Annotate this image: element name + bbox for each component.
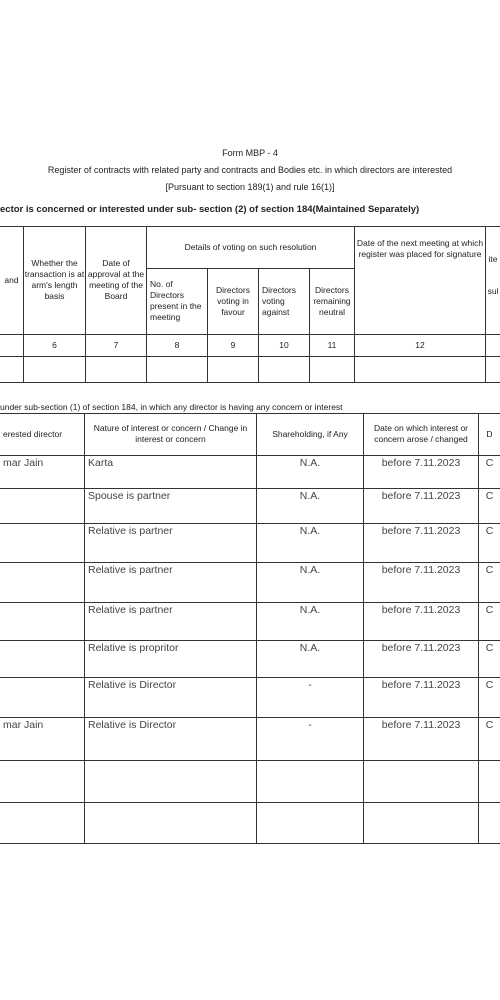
last-cell xyxy=(479,761,500,802)
col-voting-against-header: Directors voting against xyxy=(262,284,297,317)
col-number: 11 xyxy=(327,339,337,350)
date-cell: before 7.11.2023 xyxy=(381,564,461,576)
last-cell: C xyxy=(485,525,494,537)
nature-cell: Relative is propritor xyxy=(88,642,179,654)
date-cell xyxy=(364,803,478,843)
director-cell xyxy=(0,761,84,802)
nature-cell: Karta xyxy=(88,457,114,469)
date-cell: before 7.11.2023 xyxy=(381,457,461,469)
nature-cell: Relative is partner xyxy=(88,604,173,616)
director-cell xyxy=(0,803,84,843)
shareholding-cell: N.A. xyxy=(299,525,321,537)
director-cell: mar Jain xyxy=(3,719,44,731)
shareholding-cell: N.A. xyxy=(299,490,321,502)
date-cell: before 7.11.2023 xyxy=(381,719,461,731)
form-title: Form MBP - 4 xyxy=(222,148,278,158)
director-cell xyxy=(0,603,84,640)
col-directors-present-header: No. of Directors present in the meeting xyxy=(150,279,202,322)
nature-cell: Relative is Director xyxy=(88,719,177,731)
shareholding-cell: N.A. xyxy=(299,604,321,616)
col-d-header: D xyxy=(486,428,493,439)
shareholding-cell: - xyxy=(308,679,312,691)
director-cell xyxy=(0,641,84,677)
nature-cell: Relative is partner xyxy=(88,525,173,537)
section1-heading: ector is concerned or interested under sub- section (2) of section 184(Maintained Separately) xyxy=(0,204,420,215)
date-cell: before 7.11.2023 xyxy=(381,525,461,537)
shareholding-cell: N.A. xyxy=(299,564,321,576)
nature-cell xyxy=(85,761,256,802)
nature-cell: Relative is Director xyxy=(88,679,177,691)
director-cell xyxy=(0,563,84,602)
shareholding-cell: N.A. xyxy=(299,457,321,469)
form-pursuant: [Pursuant to section 189(1) and rule 16(1)] xyxy=(165,182,335,192)
last-cell xyxy=(479,803,500,843)
col-and-header: and xyxy=(4,274,19,285)
date-cell xyxy=(364,761,478,802)
col-shareholding-header: Shareholding, if Any xyxy=(272,428,348,439)
section2-heading: under sub-section (1) of section 184, in which any director is having any concern or interest xyxy=(0,402,343,412)
col-voting-header: Details of voting on such resolution xyxy=(184,241,317,252)
col-sul-header: sul xyxy=(487,285,499,296)
date-cell: before 7.11.2023 xyxy=(381,679,461,691)
col-ite-header: ite xyxy=(488,253,498,264)
last-cell: C xyxy=(485,564,494,576)
nature-cell: Relative is partner xyxy=(88,564,173,576)
col-interested-director-header: erested director xyxy=(3,428,63,439)
date-cell: before 7.11.2023 xyxy=(381,642,461,654)
col-number: 7 xyxy=(113,339,119,350)
last-cell: C xyxy=(485,679,494,691)
col-arms-length-header: Whether the transaction is at arm's length basis xyxy=(24,258,85,301)
col-number: 8 xyxy=(174,339,180,350)
col-number: 10 xyxy=(279,339,289,350)
shareholding-cell: - xyxy=(308,719,312,731)
col-nature-of-interest-header: Nature of interest or concern / Change in interest or concern xyxy=(93,423,248,444)
last-cell: C xyxy=(485,457,494,469)
col-approval-date-header: Date of approval at the meeting of the Board xyxy=(87,258,145,301)
date-cell: before 7.11.2023 xyxy=(381,604,461,616)
director-cell xyxy=(0,489,84,523)
last-cell: C xyxy=(485,642,494,654)
col-number: 9 xyxy=(230,339,236,350)
date-cell: before 7.11.2023 xyxy=(381,490,461,502)
director-cell: mar Jain xyxy=(3,457,44,469)
shareholding-cell xyxy=(257,803,363,843)
last-cell: C xyxy=(485,719,494,731)
nature-cell: Spouse is partner xyxy=(88,490,171,502)
col-remaining-neutral-header: Directors remaining neutral xyxy=(313,284,351,317)
last-cell: C xyxy=(485,604,494,616)
col-interest-date-header: Date on which interest or concern arose / changed xyxy=(373,423,469,444)
shareholding-cell: N.A. xyxy=(299,642,321,654)
nature-cell xyxy=(85,803,256,843)
director-cell xyxy=(0,524,84,562)
form-subtitle: Register of contracts with related party and contracts and Bodies etc. in which directors are interested xyxy=(47,165,453,175)
col-number: 6 xyxy=(52,339,57,350)
director-cell xyxy=(0,678,84,717)
col-next-meeting-header: Date of the next meeting at which register was placed for signature xyxy=(356,238,484,259)
col-number: 12 xyxy=(415,339,425,350)
col-voting-favour-header: Directors voting in favour xyxy=(215,284,250,317)
last-cell: C xyxy=(485,490,494,502)
shareholding-cell xyxy=(257,761,363,802)
